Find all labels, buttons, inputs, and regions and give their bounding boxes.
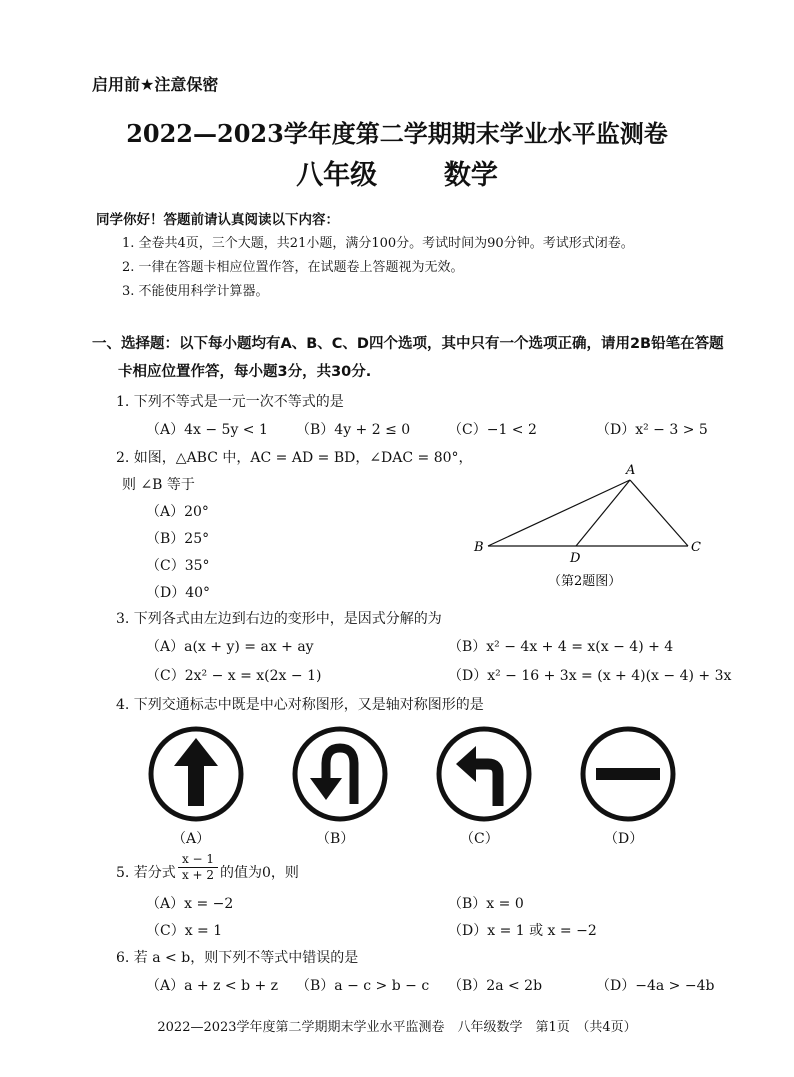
sign-label-b: （B） (316, 831, 355, 847)
question-3-option-a: （A）a(x + y) = ax + ay (146, 639, 314, 655)
question-5-option-c: （C）x = 1 (146, 923, 223, 939)
question-3-option-b: （B）x² − 4x + 4 = x(x − 4) + 4 (448, 639, 674, 655)
question-2-stem-continued: 则 ∠B 等于 (122, 477, 195, 493)
no-entry-bar-icon (578, 724, 678, 824)
exam-subtitle (0, 153, 794, 192)
segment-ac (630, 480, 688, 546)
question-5-option-a: （A）x = −2 (146, 896, 234, 912)
question-2-option-b: （B）25° (146, 531, 210, 547)
segment-ab (488, 480, 630, 546)
question-1-option-c: （C）−1 < 2 (448, 422, 537, 438)
vertex-label-b: B (474, 540, 484, 555)
vertex-label-a: A (626, 463, 636, 478)
sign-label-d: （D） (604, 831, 644, 847)
traffic-signs-row (0, 724, 794, 824)
u-turn-icon (290, 724, 390, 824)
turn-left-icon (434, 724, 534, 824)
segment-ad (576, 480, 630, 546)
triangle-figure (470, 458, 710, 598)
section-heading-continued: 卡相应位置作答，每小题3分，共30分. (118, 364, 372, 380)
question-5-option-d: （D）x = 1 或 x = −2 (448, 923, 597, 939)
question-6-stem: 6. 若 a < b，则下列不等式中错误的是 (116, 950, 359, 966)
question-5-stem-post: 的值为0，则 (220, 865, 299, 881)
question-5-stem-pre: 5. 若分式 (116, 865, 176, 881)
question-3-option-d: （D）x² − 16 + 3x = (x + 4)(x − 4) + 3x (448, 668, 732, 684)
question-6-option-c: （B）2a < 2b (448, 978, 543, 994)
question-1-stem: 1. 下列不等式是一元一次不等式的是 (116, 394, 344, 410)
question-6-option-d: （D）−4a > −4b (596, 978, 715, 994)
sign-label-c: （C） (460, 831, 499, 847)
question-2-stem: 2. 如图，△ABC 中，AC = AD = BD，∠DAC = 80°， (116, 450, 473, 466)
question-4-stem: 4. 下列交通标志中既是中心对称图形，又是轴对称图形的是 (116, 697, 484, 713)
instruction-item: 1. 全卷共4页，三个大题，共21小题，满分100分。考试时间为90分钟。考试形式闭卷。 (122, 236, 634, 251)
instructions-greeting: 同学你好！答题前请认真阅读以下内容： (96, 212, 339, 228)
grade-label: 八年级 (296, 160, 378, 191)
fraction (178, 852, 218, 882)
question-6-option-b: （B）a − c > b − c (296, 978, 430, 994)
fraction-denominator: x + 2 (181, 868, 215, 882)
vertex-label-d: D (570, 551, 581, 566)
question-2-option-a: （A）20° (146, 504, 209, 520)
question-5-option-b: （B）x = 0 (448, 896, 524, 912)
instruction-item: 3. 不能使用科学计算器。 (122, 284, 269, 299)
question-3-option-c: （C）2x² − x = x(2x − 1) (146, 668, 322, 684)
subject-label: 数学 (443, 160, 498, 191)
up-arrow-icon (146, 724, 246, 824)
question-6-option-a: （A）a + z < b + z (146, 978, 279, 994)
question-2-option-c: （C）35° (146, 558, 210, 574)
question-3-stem: 3. 下列各式由左边到右边的变形中，是因式分解的为 (116, 611, 442, 627)
fraction-numerator: x − 1 (178, 852, 218, 868)
question-1-option-a: （A）4x − 5y < 1 (146, 422, 268, 438)
instruction-item: 2. 一律在答题卡相应位置作答，在试题卷上答题视为无效。 (122, 260, 464, 275)
vertex-label-c: C (691, 540, 701, 555)
section-heading: 一、选择题：以下每小题均有A、B、C、D四个选项，其中只有一个选项正确，请用2B铅笔在答题 (92, 336, 724, 352)
sign-label-a: （A） (172, 831, 211, 847)
page-footer: 2022—2023学年度第二学期期末学业水平监测卷 八年级数学 第1页 （共4页） (157, 1020, 637, 1035)
confidential-note: 启用前★注意保密 (92, 75, 219, 94)
question-1-option-d: （D）x² − 3 > 5 (596, 422, 708, 438)
figure-caption: （第2题图） (548, 574, 622, 589)
question-5-stem (116, 862, 176, 882)
exam-title: 2022—2023学年度第二学期期末学业水平监测卷 (126, 119, 668, 148)
question-1-option-b: （B）4y + 2 ≤ 0 (296, 422, 411, 438)
question-2-option-d: （D）40° (146, 585, 211, 601)
